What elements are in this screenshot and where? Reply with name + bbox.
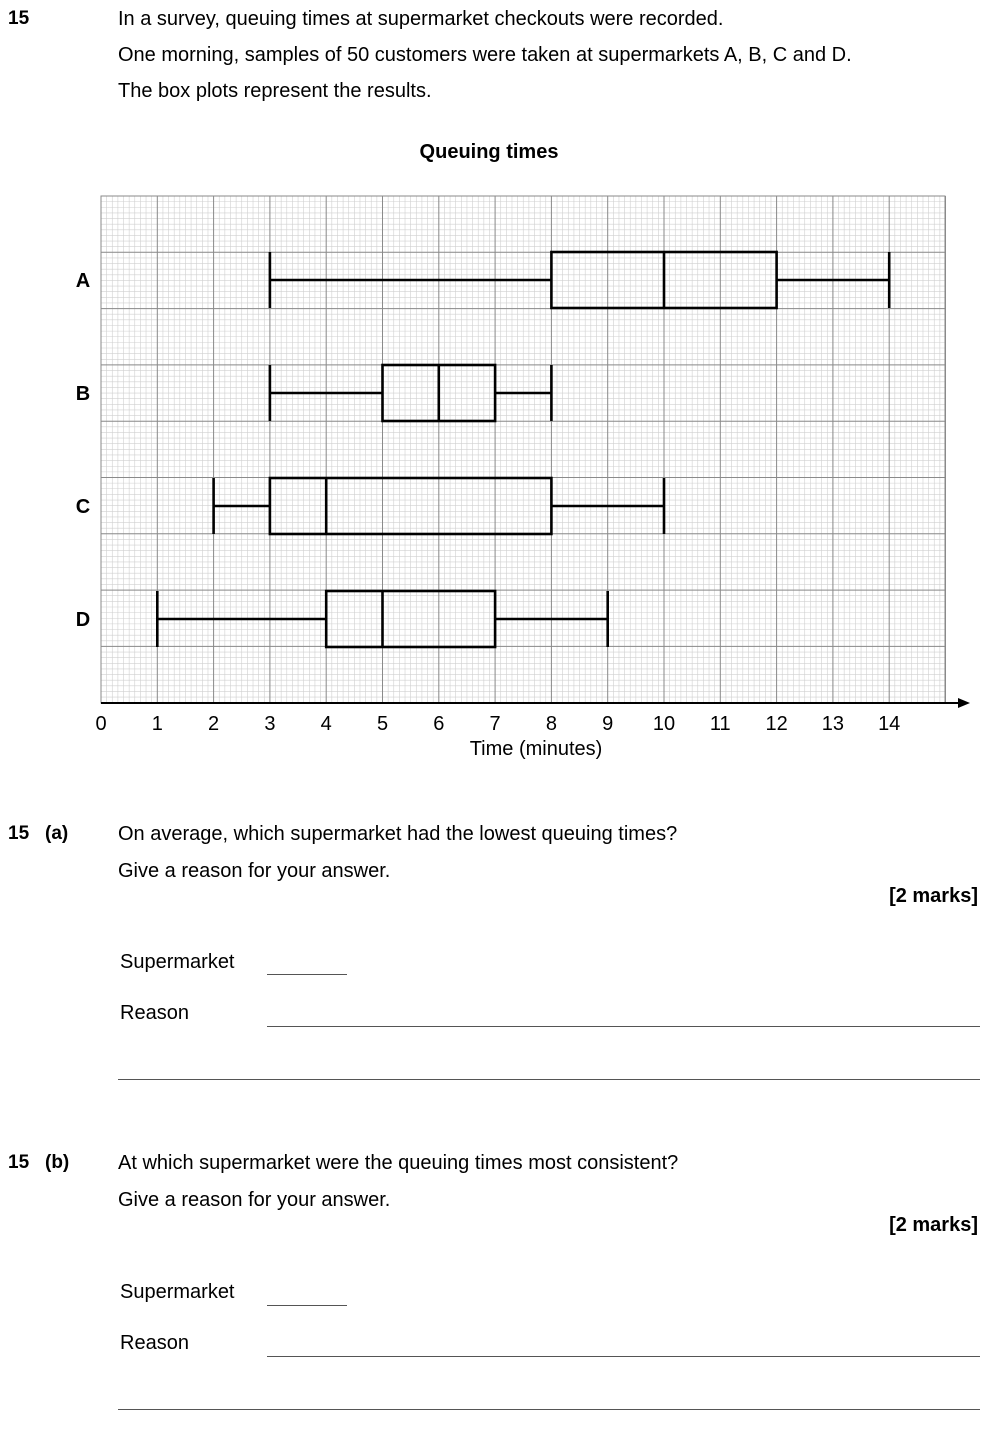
x-axis-arrow-icon <box>958 698 970 708</box>
x-tick-label: 6 <box>433 713 445 735</box>
box-plot-a <box>76 252 889 308</box>
part-b-supermarket-label: Supermarket <box>120 1281 235 1303</box>
box-plot-c <box>76 478 664 534</box>
part-a-supermarket-label: Supermarket <box>120 951 235 973</box>
part-a-label: (a) <box>45 823 69 844</box>
x-tick-label: 4 <box>320 713 332 735</box>
row-label: C <box>75 496 91 518</box>
question-number: 15 <box>8 8 30 29</box>
part-b-question: At which supermarket were the queuing times most consistent? <box>118 1152 679 1174</box>
x-axis-label: Time (minutes) <box>469 738 603 760</box>
part-b-reason-answer-line[interactable] <box>267 1356 980 1357</box>
part-b-reason-label: Reason <box>120 1332 189 1354</box>
x-tick-label: 8 <box>545 713 557 735</box>
x-tick-label: 9 <box>602 713 614 735</box>
part-b-marks: [2 marks] <box>889 1214 978 1236</box>
part-a-instruction: Give a reason for your answer. <box>118 860 391 882</box>
part-a-supermarket-answer-line[interactable] <box>267 974 347 975</box>
x-tick-label: 3 <box>264 713 276 735</box>
x-tick-label: 2 <box>208 713 220 735</box>
x-tick-label: 5 <box>376 713 389 735</box>
x-tick-label: 12 <box>765 713 788 735</box>
x-tick-label: 0 <box>95 713 107 735</box>
part-a-reason-answer-line-2[interactable] <box>118 1079 980 1080</box>
box-plot-d <box>76 591 608 647</box>
box-plot-chart <box>0 130 986 770</box>
part-b-label: (b) <box>45 1152 70 1173</box>
x-tick-label: 7 <box>489 713 501 735</box>
intro-line-2: One morning, samples of 50 customers were taken at supermarkets A, B, C and D. <box>118 44 852 66</box>
x-tick-label: 11 <box>709 713 731 735</box>
x-tick-label: 1 <box>151 713 163 735</box>
intro-line-1: In a survey, queuing times at supermarket checkouts were recorded. <box>118 8 724 30</box>
x-tick-label: 10 <box>652 713 676 735</box>
chart-title: Queuing times <box>419 141 559 163</box>
part-b-instruction: Give a reason for your answer. <box>118 1189 391 1211</box>
part-a-question: On average, which supermarket had the lowest queuing times? <box>118 823 678 845</box>
part-a-reason-answer-line[interactable] <box>267 1026 980 1027</box>
row-label: D <box>75 609 91 631</box>
x-tick-label: 13 <box>821 713 845 735</box>
row-label: A <box>75 270 91 292</box>
intro-line-3: The box plots represent the results. <box>118 80 432 102</box>
row-label: B <box>75 383 91 405</box>
part-b-supermarket-answer-line[interactable] <box>267 1305 347 1306</box>
part-b-number: 15 <box>8 1152 30 1173</box>
part-a-reason-label: Reason <box>120 1002 189 1024</box>
grid <box>101 196 946 703</box>
part-a-number: 15 <box>8 823 30 844</box>
part-a-marks: [2 marks] <box>889 885 978 907</box>
x-tick-label: 14 <box>878 713 901 735</box>
part-b-reason-answer-line-2[interactable] <box>118 1409 980 1410</box>
x-axis <box>95 698 970 735</box>
